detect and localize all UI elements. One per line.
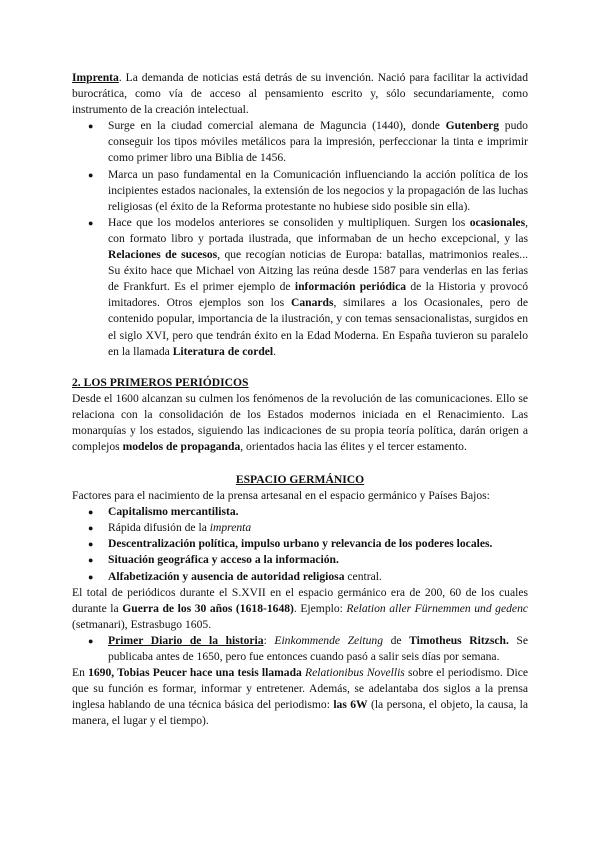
list-item: ● Alfabetización y ausencia de autoridad religiosa central. [72, 569, 528, 585]
imprenta-list [72, 118, 528, 359]
section-2 [72, 375, 528, 455]
peucer-paragraph: En 1690, Tobias Peucer hace una tesis llamada Relationibus Novellis sobre el periodismo. Dice que su función es formar, informar y entretener. Además, se adelantaba dos siglos a la prensa inglesa hablando de una técnica básica del periodismo: las 6W (la persona, el objeto, la causa, la manera, el lugar y el tiempo). [72, 666, 529, 728]
list-item: ● Situación geográfica y acceso a la información. [72, 552, 528, 568]
imprenta-section [72, 70, 528, 360]
factors-list [72, 504, 528, 584]
list-item: ● Surge en la ciudad comercial alemana de Maguncia (1440), donde Gutenberg pudo conseguir los tipos móviles metálicos para la impresión, perfeccionar la tinta e imprimir como primer libro una Biblia de 1456. [72, 118, 528, 166]
factors-intro: Factores para el nacimiento de la prensa artesanal en el espacio germánico y Países Bajos: [72, 489, 490, 503]
section-heading: 2. LOS PRIMEROS PERIÓDICOS [72, 376, 249, 389]
imprenta-term: Imprenta [72, 71, 119, 84]
espacio-germanico-section [72, 472, 528, 730]
section-paragraph: Desde el 1600 alcanzan su culmen los fenómenos de la revolución de las comunicaciones. Ello se relaciona con la consolidación de los Estados modernos iniciada en el Renacimiento. Las monarquías y los estados, siguiendo las indicaciones de su propia teoría política, darán origen a complejos modelos de propaganda, orientados hacia las élites y el tercer estamento. [72, 392, 528, 454]
imprenta-intro: Imprenta. La demanda de noticias está detrás de su invención. Nació para facilitar la actividad burocrática, como vía de acceso al pensamiento escrito y, sólo secundariamente, como instrumento de la creación intelectual. [72, 71, 528, 117]
list-item: ● Capitalismo mercantilista. [72, 504, 528, 520]
list-item: ● Descentralización política, impulso urbano y relevancia de los poderes locales. [72, 536, 528, 552]
list-item: ● Hace que los modelos anteriores se consoliden y multipliquen. Surgen los ocasionales, con formato libro y portada ilustrada, que informaban de un hecho excepcional, y las Relaciones de sucesos, que recogían noticias de Europa: batallas, matrimonios reales... Su éxito hace que Michael von Aitzing las reúna desde 1587 para venderlas en las ferias de Frankfurt. Es el primer ejemplo de información periódica de la Historia y provocó imitadores. Otros ejemplos son los Canards, similares a los Ocasionales, pero de contenido popular, importancia de la ilustración, y con temas sensacionalistas, surgidos en el siglo XVI, pero que tendrán éxito en la Edad Moderna. En España tuvieron su paralelo en la llamada Literatura de cordel. [72, 215, 528, 360]
diario-list [72, 633, 528, 665]
list-item: ● Rápida difusión de la imprenta [72, 520, 528, 536]
list-item: ● Primer Diario de la historia: Einkommende Zeitung de Timotheus Ritzsch. Se publicaba antes de 1650, pero fue entonces cuando pasó a salir seis días por semana. [72, 633, 528, 665]
list-item: ● Marca un paso fundamental en la Comunicación influenciando la acción política de los incipientes estados nacionales, la extensión de los negocios y la propagación de las luchas religiosas (el éxito de la Reforma protestante no hubiese sido posible sin ella). [72, 167, 528, 215]
total-paragraph: El total de periódicos durante el S.XVII en el espacio germánico era de 200, 60 de los cuales durante la Guerra de los 30 años (1618-1648). Ejemplo: Relation aller Fürnemmen und gedenc (setmanari), Estrasbugo 1605. [72, 585, 529, 631]
subsection-heading: ESPACIO GERMÁNICO [235, 473, 365, 486]
